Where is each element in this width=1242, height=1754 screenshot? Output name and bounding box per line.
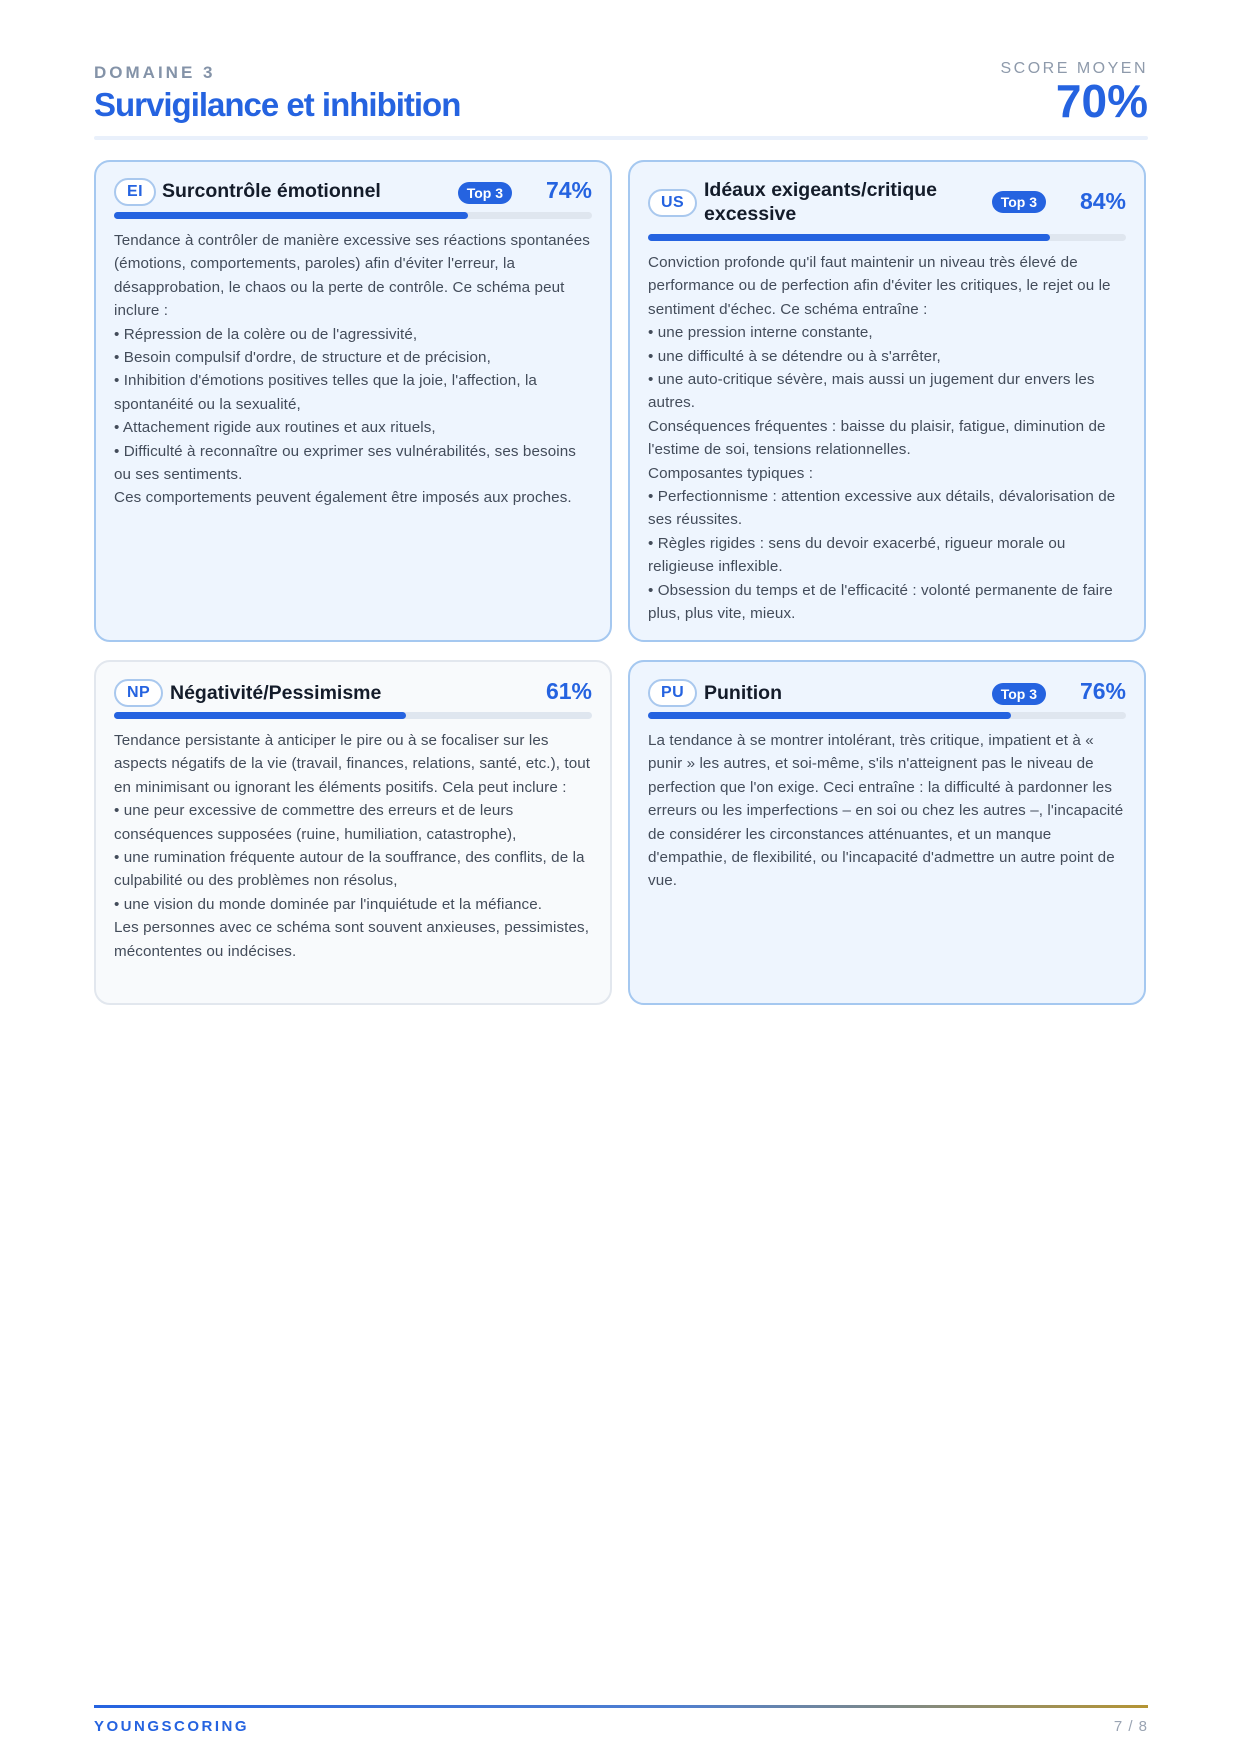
schema-description: La tendance à se montrer intolérant, très critique, impatient et à « punir » les autres, et soi-même, s'ils n'atteignent pas le niveau de perfection que l'on exige. Ceci entraîne : la difficulté à pardonner les erreurs ou les imperfections – en soi ou chez les autres –, l'incapacité de considérer les circonstances atténuantes, et un manque d'empathie, de flexibilité, ou l'incapacité d'admettre un autre point de vue.	[648, 732, 1124, 890]
schema-description: Tendance à contrôler de manière excessive ses réactions spontanées (émotions, comportements, paroles) afin d'éviter l'erreur, la désapprobation, le chaos ou la perte de contrôle. Ce schéma peut inclure : • Répression de la colère ou de l'agressivité, • Besoin compulsif d'ordre, de structure et de précision, • Inhibition d'émotions positives telles que la joie, l'affection, la spontanéité ou la sexualité, • Attachement rigide aux routines et aux rituels, • Difficulté à reconnaître ou exprimer ses vulnérabilités, ses besoins ou ses sentiments. Ces comportements peuvent également être imposés aux proches.	[114, 232, 590, 507]
top3-badge: Top 3	[458, 182, 512, 204]
progress-track	[114, 712, 592, 719]
schema-percent: 61%	[545, 678, 592, 704]
schema-description: Conviction profonde qu'il faut maintenir un niveau très élevé de performance ou de perfection afin d'éviter les critiques, le rejet ou le sentiment d'échec. Ce schéma entraîne : • une pression interne constante, • une difficulté à se détendre ou à s'arrêter, • une auto-critique sévère, mais aussi un jugement dur envers les autres. Conséquences fréquentes : baisse du plaisir, fatigue, diminution de l'estime de soi, tensions relationnelles. Composantes typiques : • Perfectionnisme : attention excessive aux détails, dévalorisation de ses réussites. • Règles rigides : sens du devoir exacerbé, rigueur morale ou religieuse inflexible. • Obsession du temps et de l'efficacité : volonté permanente de faire plus, plus vite, mieux.	[648, 254, 1116, 623]
schema-name: Surcontrôle émotionnel	[162, 180, 381, 202]
domain-eyebrow: DOMAINE 3	[94, 63, 216, 82]
schema-card-us	[628, 160, 1146, 642]
schema-percent: 84%	[1079, 188, 1126, 214]
schema-card-ei	[94, 160, 612, 642]
progress-fill	[648, 234, 1050, 241]
score-value: 70%	[1055, 75, 1148, 127]
brand-name: YOUNGSCORING	[94, 1718, 250, 1735]
schema-code-badge: PU	[648, 679, 697, 707]
schema-code-badge: US	[648, 189, 697, 217]
progress-fill	[114, 712, 406, 719]
top3-badge: Top 3	[992, 191, 1046, 213]
schema-card-pu	[628, 660, 1146, 1005]
schema-name: Idéaux exigeants/critique excessive	[704, 179, 938, 225]
schema-card-np	[94, 660, 612, 1005]
schema-percent: 76%	[1079, 678, 1126, 704]
schema-description: Tendance persistante à anticiper le pire ou à se focaliser sur les aspects négatifs de la vie (travail, finances, relations, santé, etc.), tout en minimisant ou ignorant les éléments positifs. Cela peut inclure : • une peur excessive de commettre des erreurs et de leurs conséquences supposées (ruine, humiliation, catastrophe), • une rumination fréquente autour de la souffrance, des conflits, de la culpabilité ou des problèmes non résolus, • une vision du monde dominée par l'inquiétude et la méfiance. Les personnes avec ce schéma sont souvent anxieuses, pessimistes, mécontentes ou indécises.	[114, 732, 591, 960]
progress-fill	[114, 212, 468, 219]
progress-track	[114, 212, 592, 219]
schema-code-badge: EI	[114, 178, 156, 206]
schema-percent: 74%	[545, 177, 592, 203]
progress-fill	[648, 712, 1011, 719]
top3-badge: Top 3	[992, 683, 1046, 705]
progress-track	[648, 234, 1126, 241]
score-label: SCORE MOYEN	[1000, 60, 1148, 77]
schema-name: Punition	[704, 682, 782, 704]
schema-name: Négativité/Pessimisme	[170, 682, 382, 704]
page-header	[94, 60, 1148, 140]
page-title: Survigilance et inhibition	[94, 86, 461, 123]
page-number: 7 / 8	[1113, 1718, 1148, 1735]
footer-divider	[94, 1705, 1148, 1708]
header-divider	[94, 136, 1148, 140]
schema-code-badge: NP	[114, 679, 163, 707]
progress-track	[648, 712, 1126, 719]
